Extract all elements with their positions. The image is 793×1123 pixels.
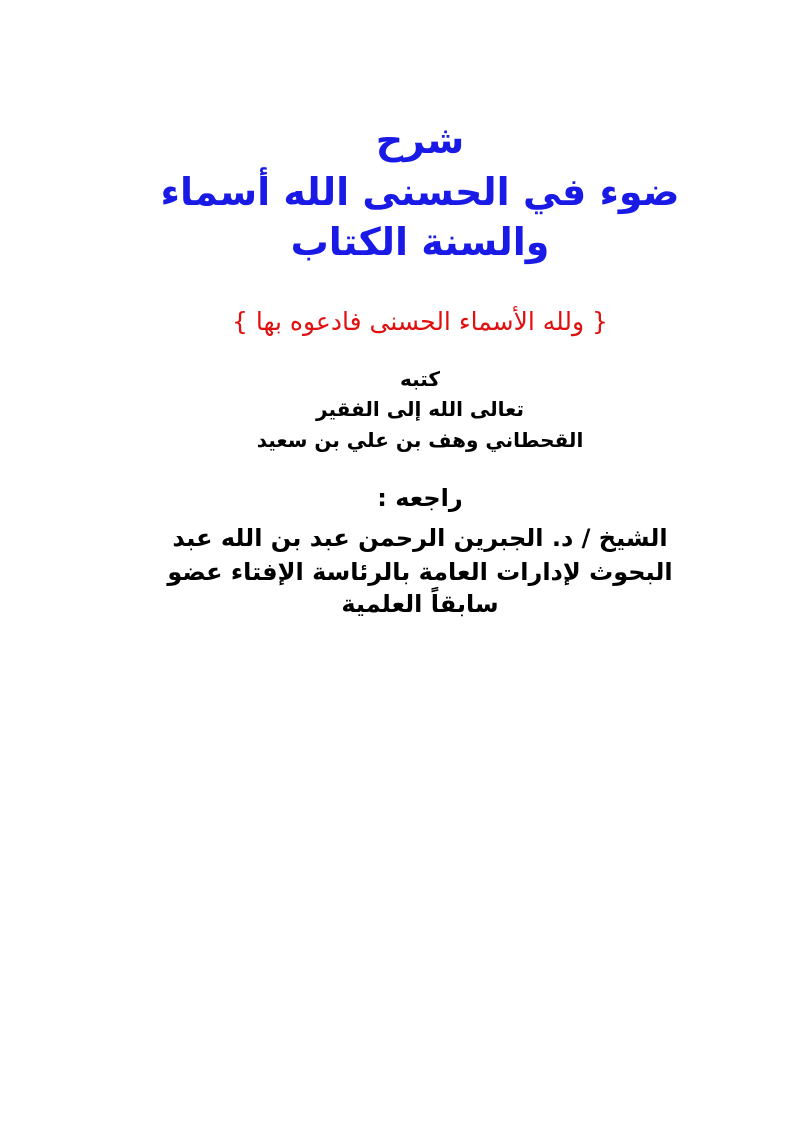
- author-description: تعالى الله إلى الفقير: [316, 397, 524, 421]
- reviewer-name: الشيخ / د. الجبرين الرحمن عبد بن الله عبد: [172, 524, 668, 552]
- reviewer-position: البحوث لإدارات العامة بالرئاسة الإفتاء عضو: [167, 558, 673, 586]
- reviewer-position-continued: سابقاً العلمية: [341, 590, 499, 618]
- author-name: القحطاني وهف بن علي بن سعيد: [256, 428, 584, 452]
- title-line-3: والسنة الكتاب: [290, 220, 550, 264]
- author-label: كتبه: [399, 367, 441, 391]
- title-line-2: ضوء في الحسنى الله أسماء: [160, 170, 680, 214]
- quran-verse: { ولله الأسماء الحسنى فادعوه بها }: [232, 307, 608, 336]
- reviewer-label: راجعه :: [377, 484, 463, 512]
- title-line-1: شرح: [375, 118, 465, 162]
